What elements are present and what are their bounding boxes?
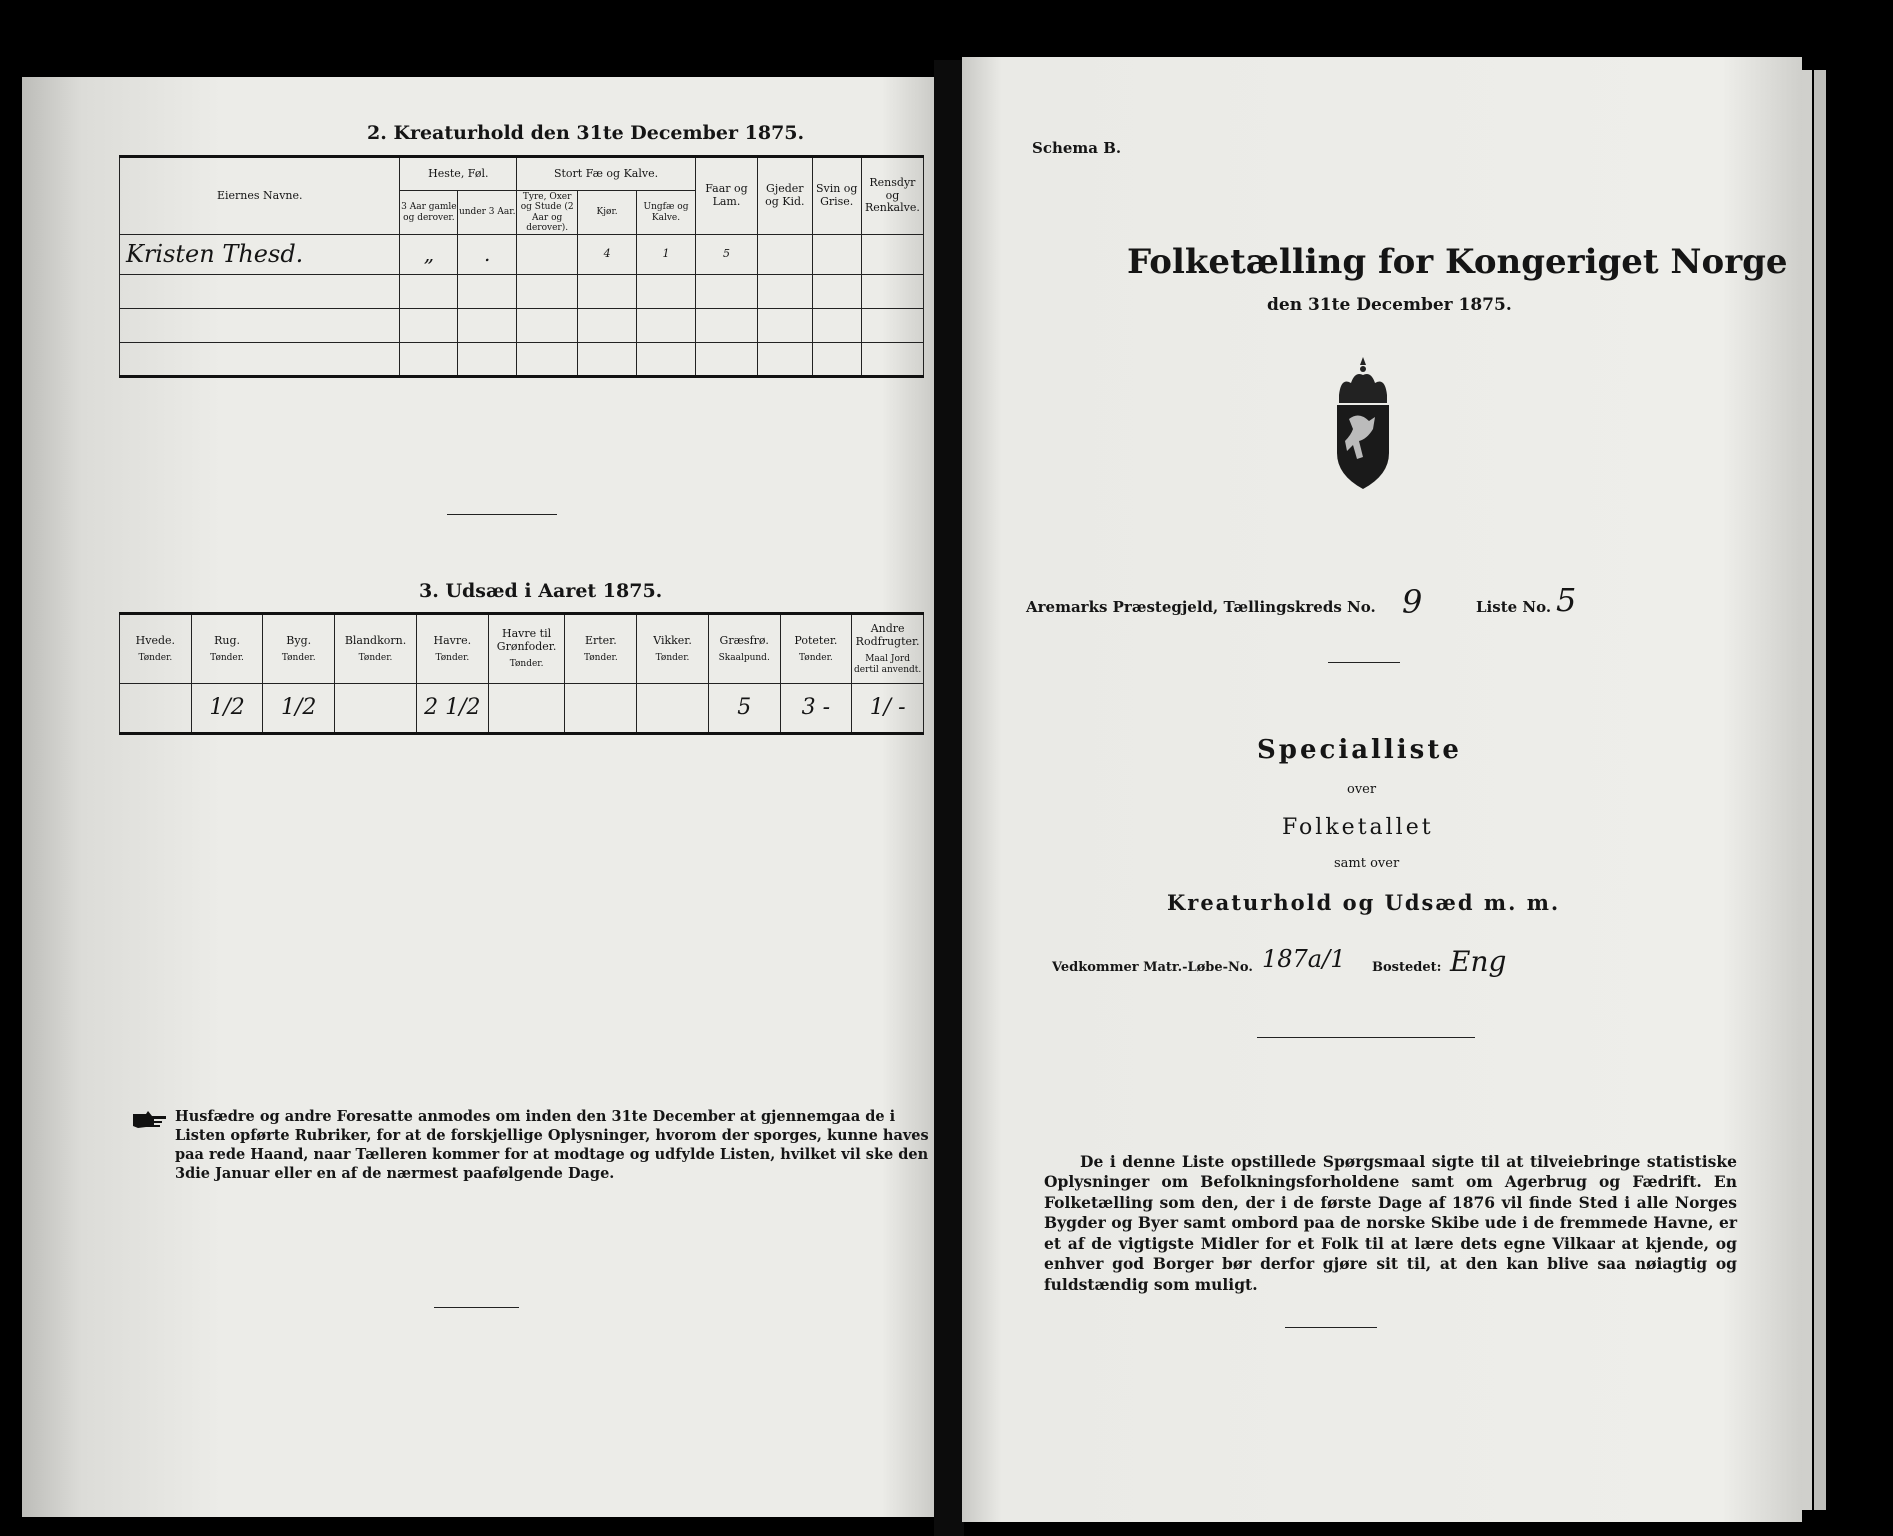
seed-value-cell: 1/2 bbox=[191, 684, 263, 734]
seed-header-name: Vikker. bbox=[653, 633, 692, 647]
cattle-sub-young: Ungfæ og Kalve. bbox=[637, 191, 696, 235]
page-stack-edge bbox=[1814, 70, 1826, 1510]
seed-header-unit: Tønder. bbox=[509, 659, 544, 670]
seed-header-unit: Tønder. bbox=[210, 653, 244, 664]
kreaturhold-heading: Kreaturhold og Udsæd m. m. bbox=[1167, 890, 1561, 915]
seed-value-cell: 1/ - bbox=[852, 684, 924, 734]
right-divider-rule bbox=[1328, 662, 1400, 663]
over-label: over bbox=[1347, 782, 1377, 797]
matr-label: Vedkommer Matr.-Løbe-No. bbox=[1052, 960, 1253, 975]
reindeer-cell bbox=[861, 235, 923, 275]
owner-name-cell: Kristen Thesd. bbox=[120, 235, 400, 275]
seed-header-cell bbox=[416, 614, 488, 684]
cattle-sub-cows: Kjør. bbox=[578, 191, 637, 235]
coat-of-arms bbox=[1329, 355, 1397, 491]
horses-sub-old: 3 Aar gamle og derover. bbox=[400, 191, 458, 235]
seed-header-name: Andre Rodfrugter. bbox=[855, 622, 920, 648]
seed-header-name: Græsfrø. bbox=[719, 633, 769, 647]
pointing-hand-icon bbox=[132, 1110, 168, 1130]
right-bottom-rule bbox=[1285, 1327, 1377, 1328]
horses-old-cell: „ bbox=[400, 235, 458, 275]
young-cattle-cell: 1 bbox=[637, 235, 696, 275]
seed-header-cell bbox=[780, 614, 852, 684]
left-page bbox=[22, 77, 937, 1517]
main-title: Folketælling for Kongeriget Norge bbox=[1127, 242, 1788, 282]
right-mid-rule bbox=[1257, 1037, 1475, 1038]
schema-label: Schema B. bbox=[1032, 139, 1122, 157]
seed-header-cell bbox=[565, 614, 637, 684]
pigs-cell bbox=[812, 235, 861, 275]
census-date: den 31te December 1875. bbox=[1267, 295, 1512, 315]
seed-header-name: Poteter. bbox=[794, 633, 838, 647]
seed-header-cell bbox=[637, 614, 709, 684]
cattle-header: Stort Fæ og Kalve. bbox=[517, 157, 696, 191]
seed-header-cell bbox=[335, 614, 417, 684]
seed-header-unit: Tønder. bbox=[435, 653, 470, 664]
seed-header-cell bbox=[852, 614, 924, 684]
seed-value-cell bbox=[637, 684, 709, 734]
seed-value-cell: 3 - bbox=[780, 684, 852, 734]
horses-young-cell: . bbox=[458, 235, 517, 275]
divider-rule bbox=[447, 514, 557, 515]
sheep-header: Faar og Lam. bbox=[695, 157, 757, 235]
seed-header-name: Hvede. bbox=[135, 633, 176, 647]
seed-header-name: Byg. bbox=[286, 633, 312, 647]
seed-header-unit: Maal Jord dertil anvendt. bbox=[854, 654, 922, 675]
folketallet-heading: Folketallet bbox=[1282, 815, 1434, 840]
cattle-sub-bulls: Tyre, Oxer og Stude (2 Aar og derover). bbox=[517, 191, 578, 235]
seed-value-cell bbox=[488, 684, 565, 734]
seed-header-unit: Tønder. bbox=[799, 653, 833, 664]
seed-value-cell: 2 1/2 bbox=[416, 684, 488, 734]
seed-header-name: Rug. bbox=[214, 633, 240, 647]
seed-header-unit: Tønder. bbox=[358, 653, 393, 664]
district-number: 9 bbox=[1402, 583, 1423, 621]
right-page bbox=[962, 57, 1802, 1522]
sheep-cell: 5 bbox=[695, 235, 757, 275]
horses-sub-young: under 3 Aar. bbox=[458, 191, 517, 235]
matr-number: 187a/1 bbox=[1262, 945, 1346, 973]
seed-header-unit: Skaalpund. bbox=[718, 653, 770, 664]
seed-header-cell bbox=[120, 614, 192, 684]
seed-header-name: Erter. bbox=[584, 633, 617, 647]
bulls-cell bbox=[517, 235, 578, 275]
section3-title: 3. Udsæd i Aaret 1875. bbox=[419, 580, 663, 602]
livestock-table bbox=[119, 155, 924, 378]
seed-value-cell bbox=[565, 684, 637, 734]
samt-over-label: samt over bbox=[1334, 856, 1400, 871]
owner-header: Eiernes Navne. bbox=[120, 157, 400, 235]
goats-header: Gjeder og Kid. bbox=[758, 157, 813, 235]
explanation-paragraph: De i denne Liste opstillede Spørgsmaal sigte til at tilveiebringe statistiske Oplysninger om Befolkningsforholdene samt om Agerbrug og Fædrift. En Folketælling som den, der i de første Dage af 1876 vil finde Sted i alle Norges Bygder og Byer samt ombord paa de norske Skibe ude i de fremmede Havne, er et af de vigtigste Midler for et Folk til at lære dets egne Vilkaar at kjende, og enhver god Borger bør derfor gjøre sit til, at den kan blive saa nøiagtig og fuldstændig som muligt. bbox=[1044, 1152, 1737, 1294]
list-label: Liste No. bbox=[1476, 598, 1552, 616]
seed-header-cell bbox=[488, 614, 565, 684]
reindeer-header: Rensdyr og Renkalve. bbox=[861, 157, 923, 235]
seed-value-cell: 5 bbox=[708, 684, 780, 734]
seed-header-unit: Tønder. bbox=[281, 653, 316, 664]
goats-cell bbox=[758, 235, 813, 275]
cows-cell: 4 bbox=[578, 235, 637, 275]
seed-header-cell bbox=[191, 614, 263, 684]
seed-header-cell bbox=[708, 614, 780, 684]
list-number: 5 bbox=[1556, 581, 1577, 619]
seed-header-unit: Tønder. bbox=[655, 653, 690, 664]
seed-header-name: Havre til Grønfoder. bbox=[496, 627, 557, 653]
specialliste-heading: Specialliste bbox=[1257, 735, 1462, 765]
seed-table bbox=[119, 612, 924, 735]
bosted-value: Eng bbox=[1450, 945, 1507, 978]
seed-header-unit: Tønder. bbox=[583, 653, 618, 664]
section2-title: 2. Kreaturhold den 31te December 1875. bbox=[367, 122, 805, 144]
bosted-label: Bostedet: bbox=[1372, 960, 1442, 975]
seed-value-cell bbox=[120, 684, 192, 734]
seed-header-name: Blandkorn. bbox=[344, 633, 407, 647]
horses-header: Heste, Føl. bbox=[400, 157, 517, 191]
seed-value-cell: 1/2 bbox=[263, 684, 335, 734]
book-spine bbox=[934, 60, 964, 1536]
seed-header-cell bbox=[263, 614, 335, 684]
seed-header-unit: Tønder. bbox=[138, 653, 173, 664]
notice-paragraph: Husfædre og andre Foresatte anmodes om inden den 31te December at gjennemgaa de i Listen opførte Rubriker, for at de forskjellige Oplysninger, hvorom der sporges, kunne haves paa rede Haand, naar Tælleren kommer for at modtage og udfylde Listen, hvilket vil ske den 3die Januar eller en af de nærmest paafølgende Dage. bbox=[175, 1108, 929, 1183]
bottom-rule bbox=[434, 1307, 519, 1308]
seed-header-name: Havre. bbox=[433, 633, 472, 647]
pigs-header: Svin og Grise. bbox=[812, 157, 861, 235]
parish-label: Aremarks Præstegjeld, Tællingskreds No. bbox=[1026, 598, 1376, 616]
seed-value-cell bbox=[335, 684, 417, 734]
